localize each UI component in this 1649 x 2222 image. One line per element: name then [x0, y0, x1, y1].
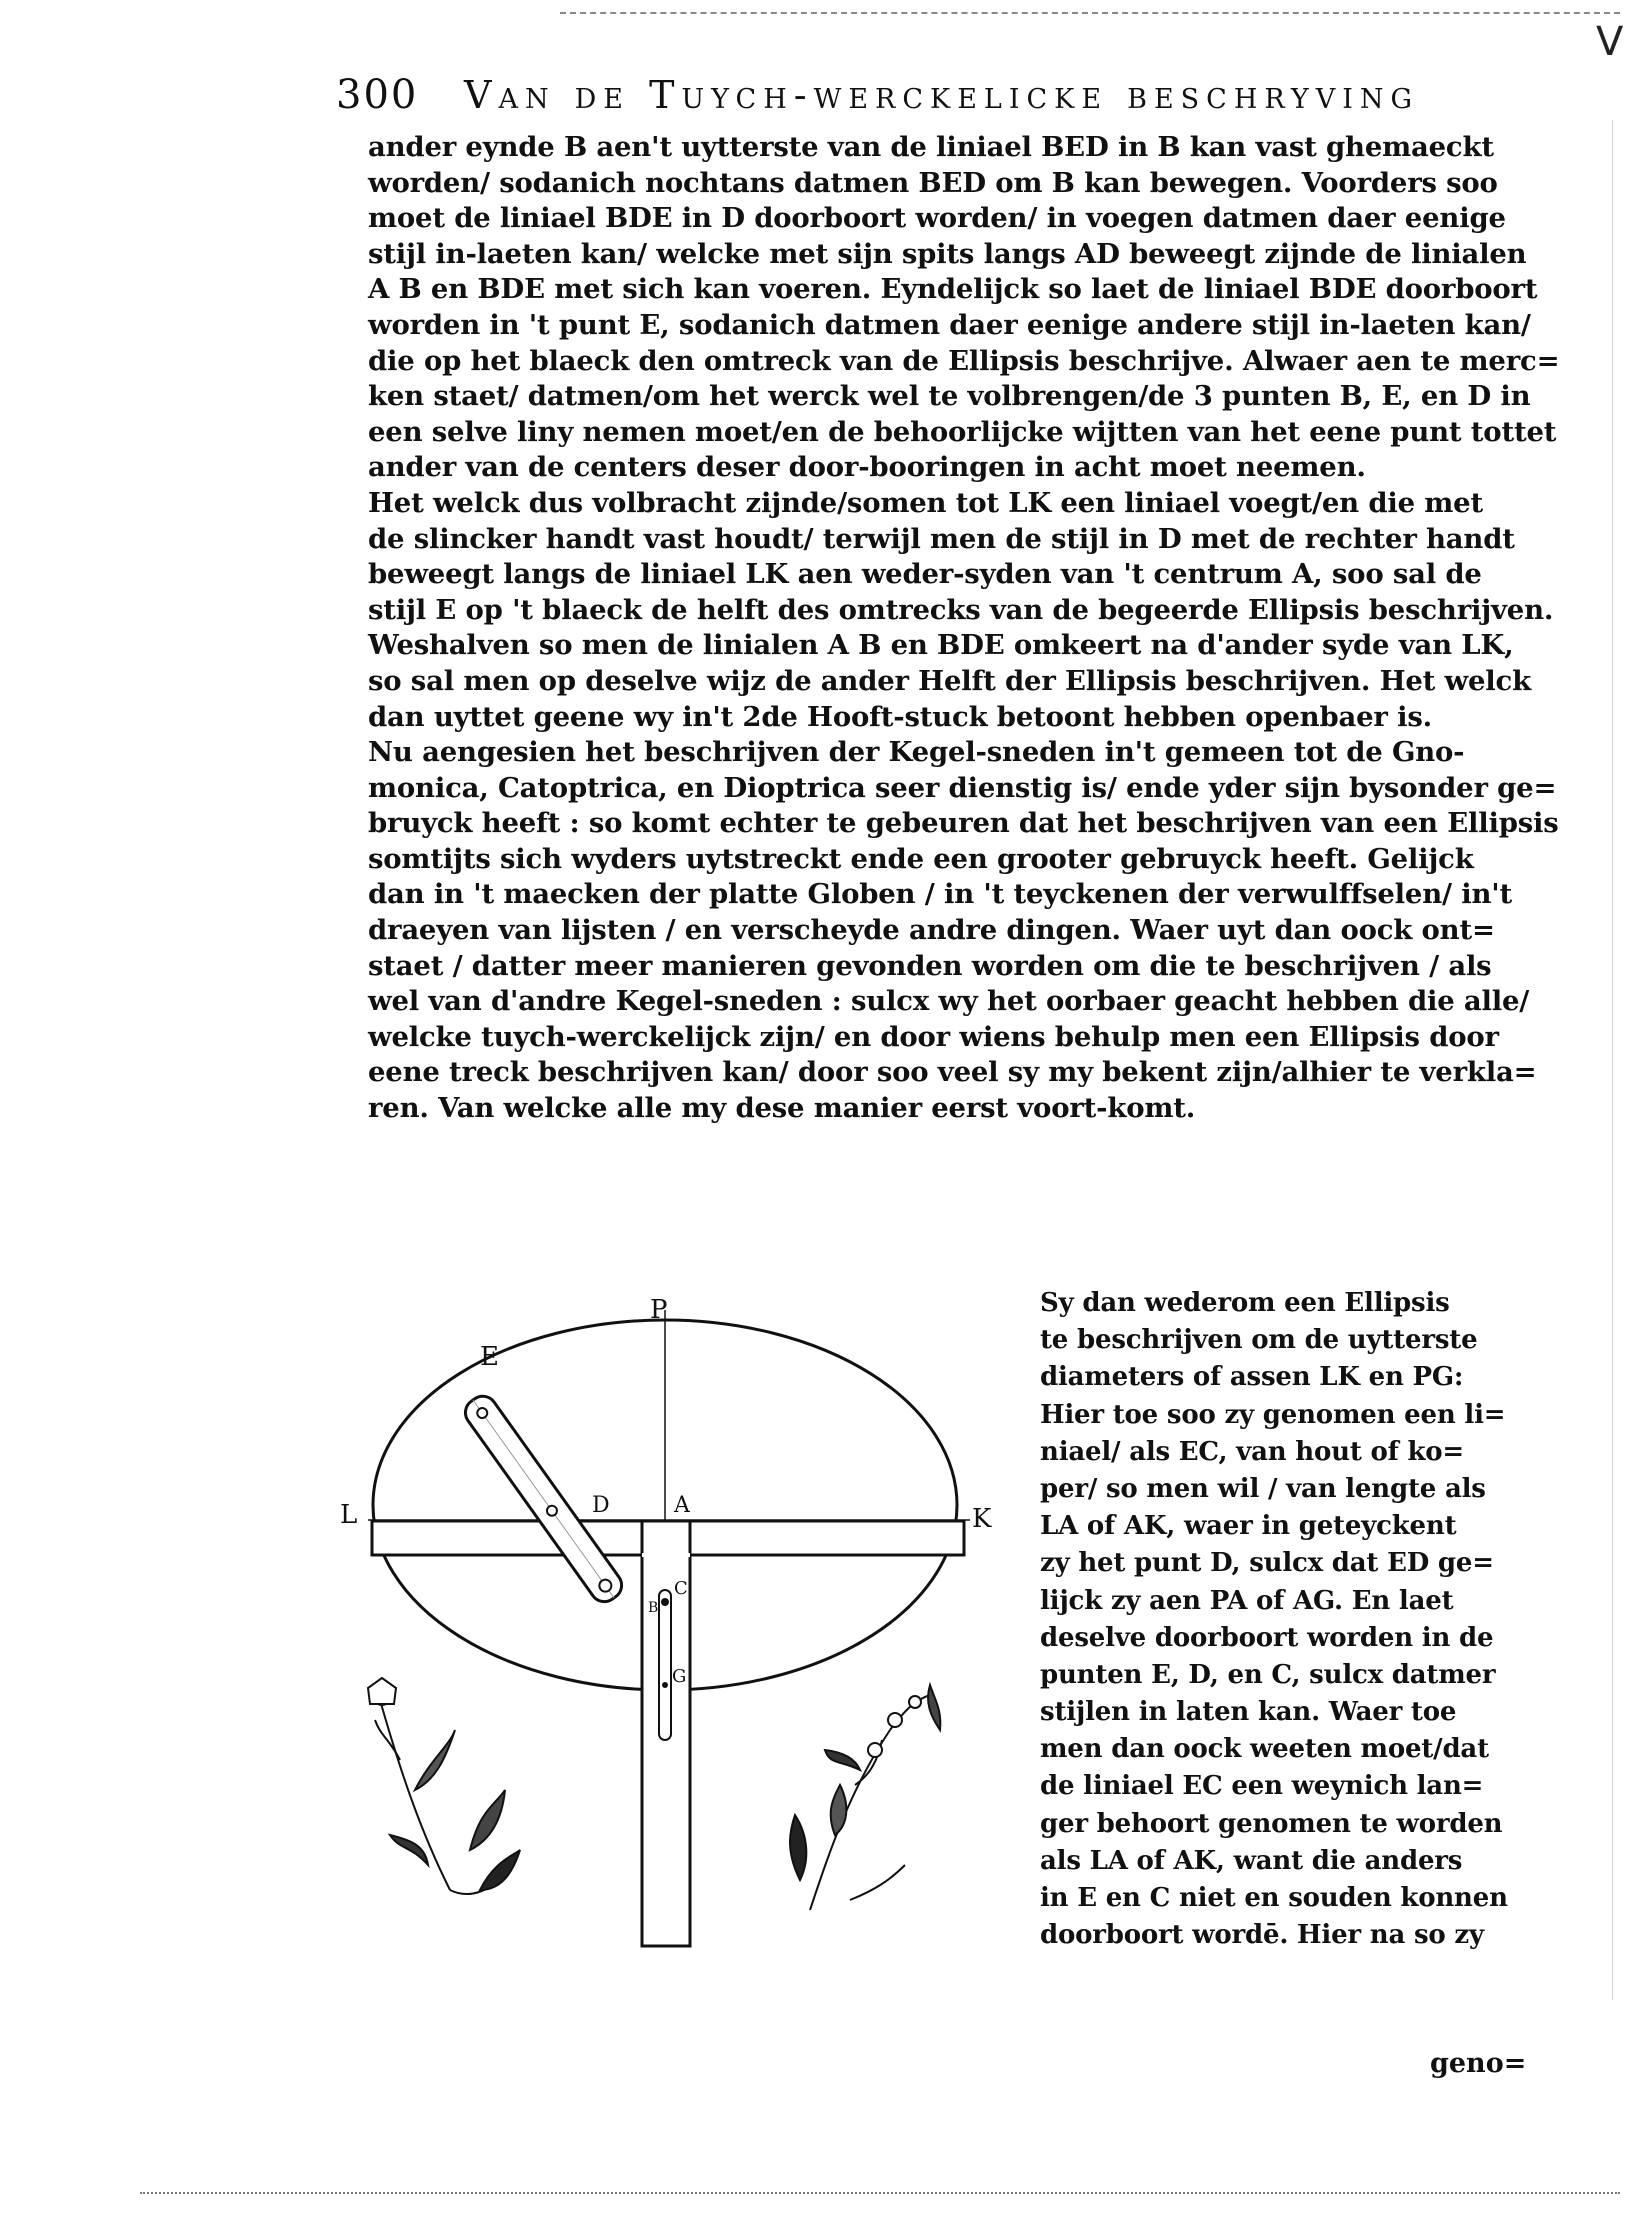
text-line: Weshalven so men de linialen A B en BDE omkeert na d'ander syde van LK, — [368, 629, 1514, 662]
text-line: punten E, D, en C, sulcx datmer — [1040, 1659, 1496, 1690]
corner-mark: V — [1596, 19, 1624, 65]
catchword: geno= — [1430, 2048, 1527, 2079]
text-line: stijl E op 't blaeck de helft des omtrecks van de begeerde Ellipsis beschrijven. — [368, 593, 1554, 626]
text-line: stijl in-laeten kan/ welcke met sijn spits langs AD beweegt zijnde de linialen — [368, 237, 1527, 270]
label-p: P — [650, 1295, 668, 1325]
page-header — [336, 70, 1476, 126]
page-top-edge — [560, 12, 1620, 14]
label-c: C — [674, 1578, 688, 1599]
page-number: 300 — [336, 72, 419, 118]
page-right-edge — [1612, 120, 1613, 2000]
text-line: die op het blaeck den omtreck van de Ellipsis beschrijve. Alwaer aen te merc= — [368, 344, 1560, 377]
text-line: ger behoort genomen te worden — [1040, 1808, 1503, 1839]
text-line: beweegt langs de liniael LK aen weder-syden van 't centrum A, soo sal de — [368, 558, 1482, 591]
text-line: per/ so men wil / van lengte als — [1040, 1473, 1486, 1504]
main-text — [368, 130, 1560, 1127]
text-line: draeyen van lijsten / en verscheyde andre dingen. Waer uyt dan oock ont= — [368, 914, 1495, 947]
text-line: ander eynde B aen't uytterste van de liniael BED in B kan vast ghemaeckt — [368, 131, 1494, 163]
flower-ornament-right — [790, 1685, 940, 1910]
text-line: ander van de centers deser door-booringen in acht moet neemen. — [368, 451, 1366, 484]
text-line: staet / datter meer manieren gevonden worden om die te beschrijven / als — [368, 949, 1492, 982]
text-line: Hier toe soo zy genomen een li= — [1040, 1399, 1506, 1430]
label-a: A — [674, 1493, 690, 1518]
text-line: zy het punt D, sulcx dat ED ge= — [1040, 1548, 1494, 1579]
text-line: wel van d'andre Kegel-sneden : sulcx wy het oorbaer geacht hebben die alle/ — [368, 985, 1530, 1018]
label-k: K — [972, 1504, 992, 1534]
label-e: E — [480, 1342, 499, 1372]
text-line: als LA of AK, want die anders — [1040, 1845, 1463, 1876]
text-line: so sal men op deselve wijz de ander Helft der Ellipsis beschrijven. Het welck — [368, 664, 1531, 697]
text-line: A B en BDE met sich kan voeren. Eyndelijck so laet de liniael BDE doorboort — [368, 273, 1538, 306]
ellipse-diagram — [330, 1290, 1020, 1950]
flower-ornament-left — [368, 1678, 520, 1894]
text-line: Het welck dus volbracht zijnde/somen tot LK een liniael voegt/en die met — [368, 486, 1483, 519]
text-line: welcke tuych-werckelijck zijn/ en door wiens behulp men een Ellipsis door — [368, 1020, 1499, 1053]
page-bottom-edge — [140, 2192, 1620, 2194]
text-line: diameters of assen LK en PG: — [1040, 1362, 1464, 1393]
text-line: deselve doorboort worden in de — [1040, 1622, 1494, 1653]
text-line: eene treck beschrijven kan/ door soo veel sy my bekent zijn/alhier te verkla= — [368, 1056, 1537, 1089]
text-line: dan in 't maecken der platte Globen / in 't teyckenen der verwulffselen/ in't — [368, 878, 1513, 911]
running-title: Van de Tuych-werckelicke beschryving — [464, 73, 1420, 117]
text-line: de liniael EC een weynich lan= — [1040, 1771, 1484, 1802]
text-line: men dan oock weeten moet/dat — [1040, 1734, 1489, 1765]
label-l: L — [340, 1500, 358, 1530]
text-line: stijlen in laten kan. Waer toe — [1040, 1697, 1457, 1728]
text-line: de slincker handt vast houdt/ terwijl men de stijl in D met de rechter handt — [368, 522, 1515, 555]
text-line: LA of AK, waer in geteyckent — [1040, 1511, 1457, 1542]
stem-slot — [659, 1590, 671, 1740]
side-text-column — [1040, 1285, 1560, 1954]
text-line: bruyck heeft : so komt echter te gebeuren dat het beschrijven van een Ellipsis — [368, 807, 1559, 840]
text-line: doorboort wordē. Hier na so zy — [1040, 1920, 1484, 1951]
label-b: B — [648, 1600, 659, 1616]
text-line: somtijts sich wyders uytstreckt ende een grooter gebruyck heeft. Gelijck — [368, 842, 1474, 875]
label-g: G — [672, 1666, 687, 1687]
ellipse-instrument-figure — [330, 1290, 1020, 1950]
text-line: ken staet/ datmen/om het werck wel te volbrengen/de 3 punten B, E, en D in — [368, 380, 1531, 413]
text-line: Nu aengesien het beschrijven der Kegel-sneden in't gemeen tot de Gno- — [368, 736, 1465, 769]
text-line: een selve liny nemen moet/en de behoorlijcke wijtten van het eene punt tottet — [368, 415, 1557, 448]
label-d: D — [592, 1493, 610, 1518]
text-line: moet de liniael BDE in D doorboort worden/ in voegen datmen daer eenige — [368, 202, 1506, 235]
text-line: dan uyttet geene wy in't 2de Hooft-stuck betoont hebben openbaer is. — [368, 700, 1432, 733]
text-line: worden in 't punt E, sodanich datmen daer eenige andere stijl in-laeten kan/ — [368, 308, 1531, 341]
text-line: ren. Van welcke alle my dese manier eerst voort-komt. — [368, 1092, 1196, 1125]
text-line: Sy dan wederom een Ellipsis — [1040, 1288, 1450, 1318]
text-line: in E en C niet en souden konnen — [1040, 1883, 1508, 1913]
text-line: worden/ sodanich nochtans datmen BED om B kan bewegen. Voorders soo — [368, 166, 1498, 199]
text-line: lijck zy aen PA of AG. En laet — [1040, 1585, 1454, 1616]
text-line: te beschrijven om de uytterste — [1040, 1325, 1478, 1356]
text-line: niael/ als EC, van hout of ko= — [1040, 1436, 1465, 1467]
text-line: monica, Catoptrica, en Dioptrica seer dienstig is/ ende yder sijn bysonder ge= — [368, 771, 1557, 804]
